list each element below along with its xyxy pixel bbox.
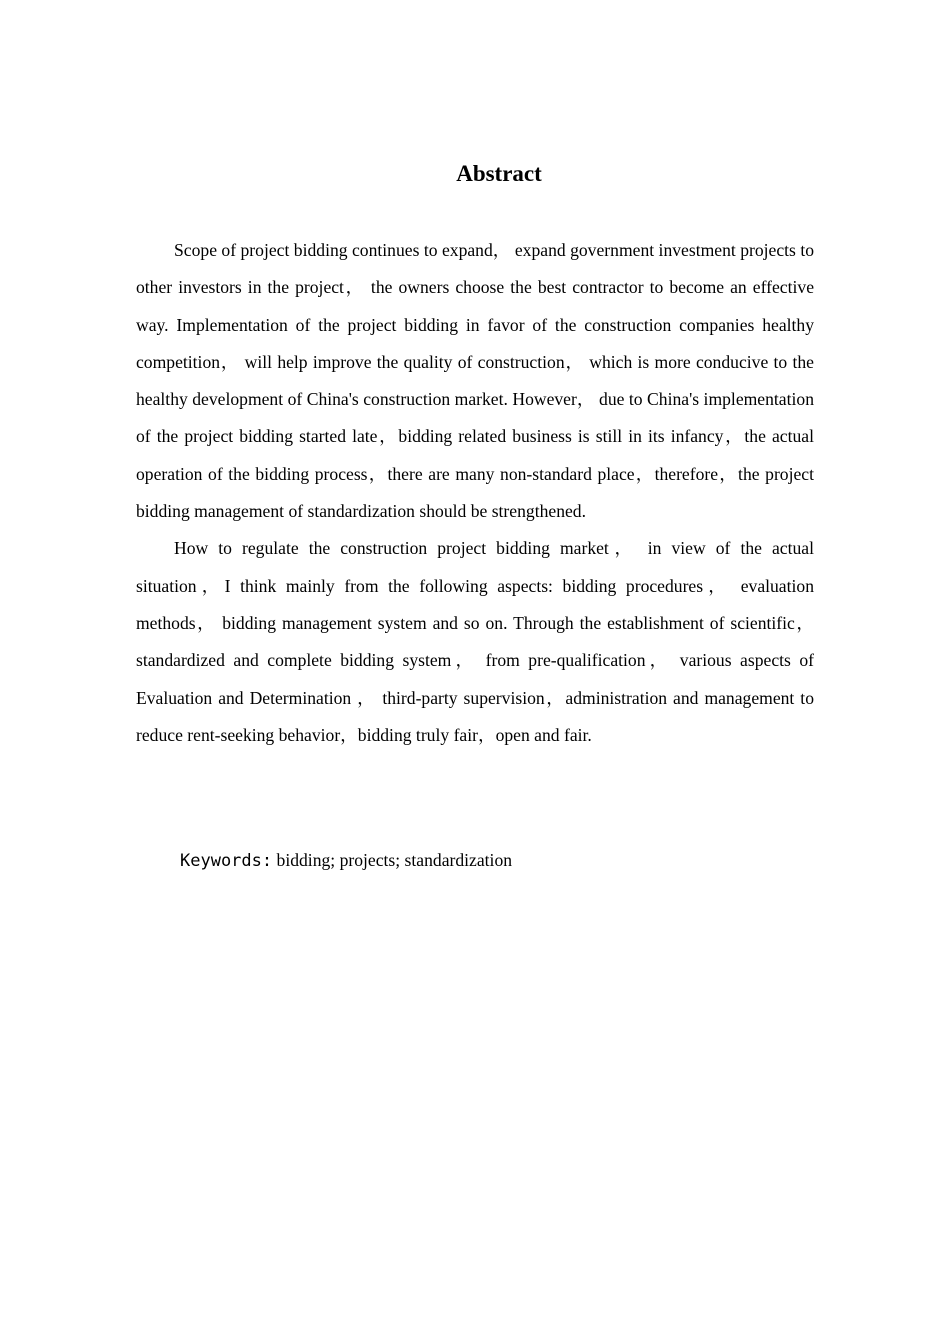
keywords-line bbox=[180, 843, 512, 878]
abstract-body bbox=[136, 232, 814, 754]
keywords-label: Keywords: bbox=[180, 851, 273, 871]
abstract-paragraph-2: How to regulate the construction project bidding market， in view of the actual situation，I think mainly from the following aspects: bidding procedures， evaluation methods， bidding management system and so on. Through the establishment of scientific， standardized and complete bidding system， from pre-qualification， various aspects of Evaluation and Determination ， third-party supervision，administration and management to reduce rent-seeking behavior，bidding truly fair，open and fair. bbox=[136, 538, 814, 745]
keywords-value: bidding; projects; standardization bbox=[276, 850, 513, 870]
abstract-paragraph-1: Scope of project bidding continues to expand， expand government investment projects to other investors in the project， the owners choose the best contractor to become an effective way. Implementation of the project bidding in favor of the construction companies healthy competition， will help improve the quality of construction， which is more conducive to the healthy development of China's construction market. However， due to China's implementation of the project bidding started late，bidding related business is still in its infancy，the actual operation of the bidding process，there are many non-standard place，therefore，the project bidding management of standardization should be strengthened. bbox=[136, 240, 814, 522]
abstract-title: Abstract bbox=[456, 161, 542, 186]
